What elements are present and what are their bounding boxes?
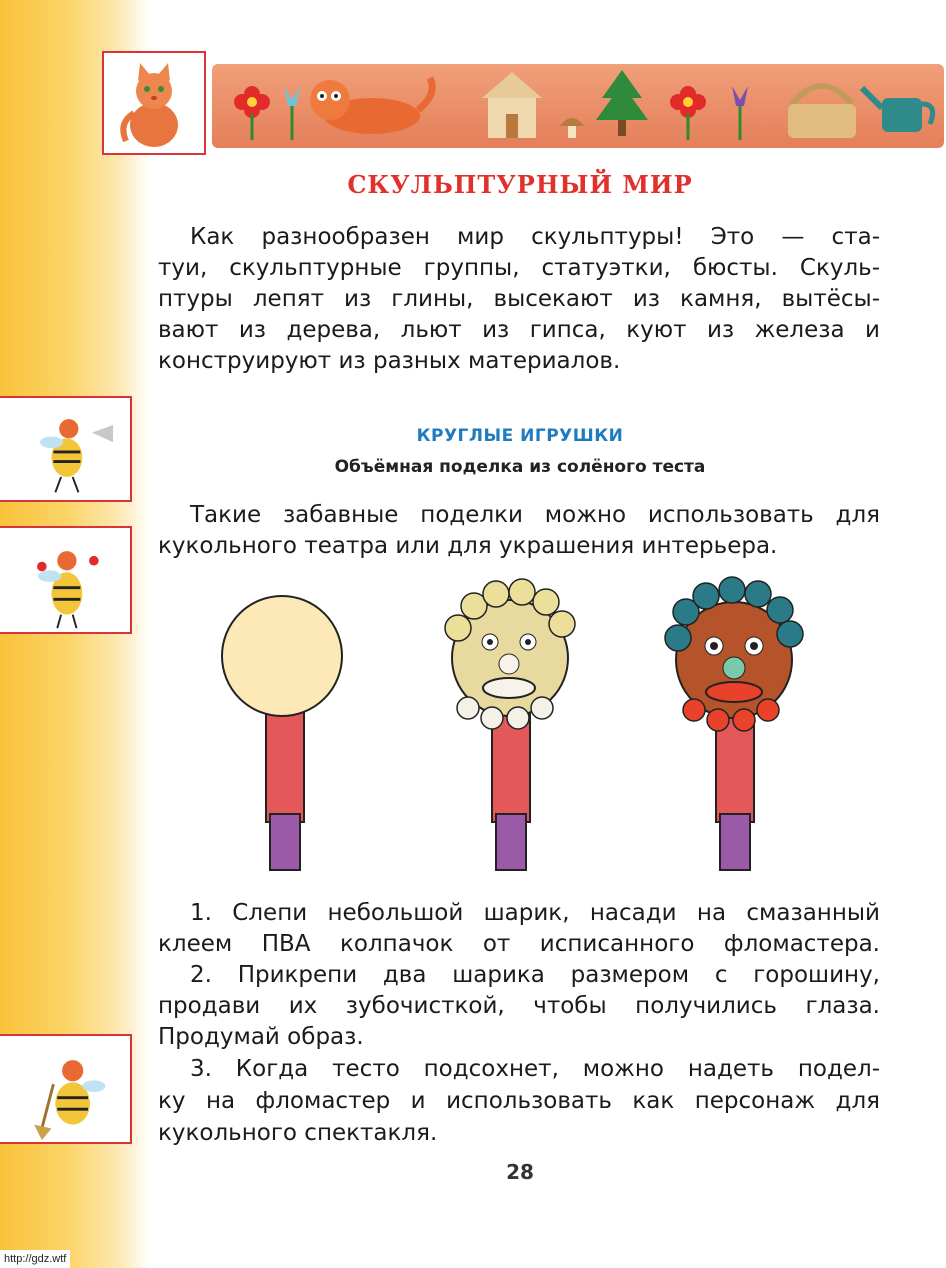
mushroom-icon bbox=[560, 118, 584, 138]
intro-line: Как разнообразен мир скульптуры! Это — ста- bbox=[190, 224, 880, 250]
watering-can-icon bbox=[862, 88, 933, 132]
tulip-icon bbox=[284, 86, 300, 140]
flower-icon bbox=[234, 86, 270, 140]
section-heading: КРУГЛЫЕ ИГРУШКИ bbox=[416, 426, 624, 446]
lead-line: Такие забавные поделки можно использовать для bbox=[190, 502, 880, 528]
cat-thumbnail bbox=[102, 51, 206, 155]
bee-thumbnail bbox=[0, 1034, 132, 1144]
clown-puppet-light bbox=[445, 579, 575, 870]
cat-icon bbox=[310, 78, 432, 134]
plain-ball-puppet bbox=[222, 596, 342, 870]
bee-with-flowers-icon bbox=[0, 528, 130, 632]
house-icon bbox=[482, 72, 542, 138]
step-line: 1. Слепи небольшой шарик, насади на смазанный bbox=[190, 900, 880, 926]
bee-sweeping-icon bbox=[0, 1036, 130, 1142]
lead-line: кукольного театра или для украшения интерьера. bbox=[158, 533, 778, 559]
cat-icon bbox=[104, 53, 204, 153]
bee-thumbnail bbox=[0, 396, 132, 502]
step-line: клеем ПВА колпачок от исписанного фломастера. bbox=[158, 931, 880, 957]
step-line: 3. Когда тесто подсохнет, можно надеть подел- bbox=[190, 1056, 880, 1082]
decorative-banner bbox=[212, 64, 944, 148]
section-subheading: Объёмная поделка из солёного теста bbox=[334, 457, 706, 477]
basket-icon bbox=[788, 86, 856, 138]
bee-thumbnail bbox=[0, 526, 132, 634]
step-line: 2. Прикрепи два шарика размером с горошину, bbox=[190, 962, 880, 988]
intro-line: туи, скульптурные группы, статуэтки, бюсты. Скуль- bbox=[158, 255, 880, 281]
intro-line: вают из дерева, льют из гипса, куют из железа и bbox=[158, 317, 880, 343]
step-line: продави их зубочисткой, чтобы получились глаза. bbox=[158, 993, 880, 1019]
intro-line: конструируют из разных материалов. bbox=[158, 348, 621, 374]
clown-puppet-dark bbox=[665, 577, 803, 870]
bee-with-trumpet-icon bbox=[0, 398, 130, 500]
puppets-illustration bbox=[212, 572, 832, 882]
step-line: ку на фломастер и использовать как персонаж для bbox=[158, 1088, 880, 1114]
step-line: Продумай образ. bbox=[158, 1024, 364, 1050]
source-watermark: http://gdz.wtf bbox=[0, 1250, 70, 1268]
intro-line: птуры лепят из глины, высекают из камня, вытёсы- bbox=[158, 286, 880, 312]
page-title: СКУЛЬПТУРНЫЙ МИР bbox=[347, 170, 693, 199]
step-line: кукольного спектакля. bbox=[158, 1120, 438, 1146]
fir-tree-icon bbox=[596, 70, 648, 136]
page-number: 28 bbox=[506, 1160, 534, 1184]
flower-icon bbox=[670, 86, 748, 140]
